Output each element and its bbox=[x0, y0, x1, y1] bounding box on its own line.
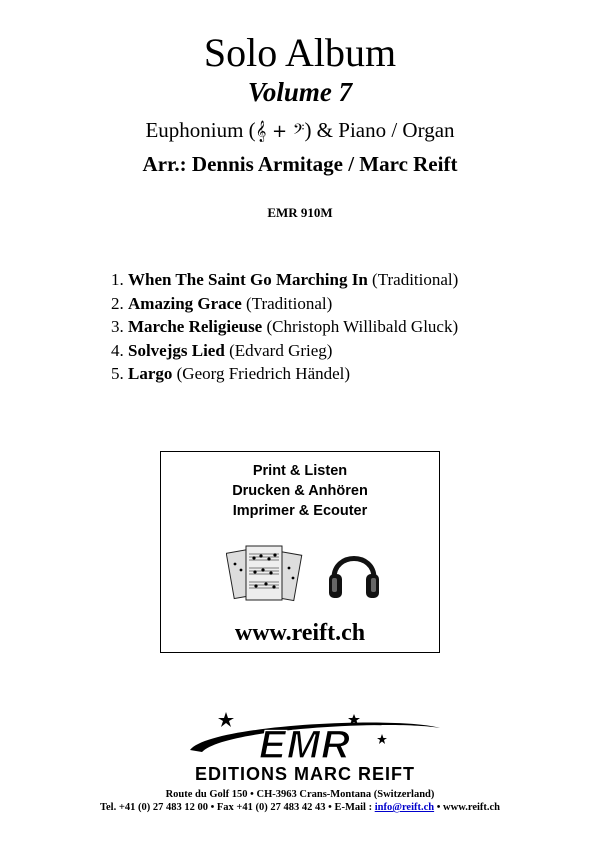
piece-number: 3. bbox=[111, 317, 124, 336]
piece-number: 4. bbox=[111, 340, 124, 360]
instrumentation bbox=[0, 116, 600, 146]
logo-subtitle: EDITIONS MARC REIFT bbox=[195, 764, 415, 784]
piece-composer: (Traditional) bbox=[246, 293, 333, 313]
piece-title: Marche Religieuse bbox=[128, 317, 263, 336]
catalog-number: EMR 910M bbox=[267, 205, 333, 220]
piece-number: 2. bbox=[111, 293, 124, 313]
instrumentation-text-pre: Euphonium ( bbox=[145, 118, 256, 142]
promo-line-german: Drucken & Anhören bbox=[232, 483, 368, 499]
piece-composer: (Edvard Grieg) bbox=[229, 340, 333, 360]
promo-line-english: Print & Listen bbox=[252, 463, 348, 479]
list-item bbox=[111, 315, 458, 339]
piece-composer: (Georg Friedrich Händel) bbox=[176, 364, 351, 383]
album-title: Solo Album bbox=[203, 30, 397, 75]
website-link[interactable]: www.reift.ch bbox=[234, 620, 366, 646]
piece-title: Solvejgs Lied bbox=[128, 340, 225, 360]
piece-list bbox=[111, 268, 458, 386]
piece-title: Amazing Grace bbox=[128, 293, 242, 313]
star-icon bbox=[377, 734, 387, 744]
list-item bbox=[111, 292, 458, 316]
piece-title: When The Saint Go Marching In bbox=[128, 270, 368, 289]
instrumentation-text-post: ) & Piano / Organ bbox=[304, 118, 455, 142]
contact-website: • www.reift.ch bbox=[434, 802, 501, 813]
piece-composer: (Christoph Willibald Gluck) bbox=[266, 317, 459, 336]
list-item bbox=[111, 362, 458, 386]
star-icon bbox=[218, 712, 234, 727]
logo-mark: EMR bbox=[259, 723, 351, 767]
headphones-icon bbox=[326, 544, 382, 604]
sheet-music-icon bbox=[226, 540, 306, 610]
clef-icons: 𝄞 + 𝄢 bbox=[255, 121, 305, 142]
publisher-address: Route du Golf 150 • CH-3963 Crans-Montana (Switzerland) bbox=[165, 789, 435, 800]
promo-line-french: Imprimer & Ecouter bbox=[232, 503, 368, 519]
list-item bbox=[111, 268, 458, 292]
email-link[interactable]: info@reift.ch bbox=[374, 802, 435, 813]
arranger-line: Arr.: Dennis Armitage / Marc Reift bbox=[142, 152, 458, 176]
contact-phone-fax: Tel. +41 (0) 27 483 12 00 • Fax +41 (0) 27 483 42 43 • E-Mail : bbox=[99, 802, 375, 813]
piece-number: 1. bbox=[111, 270, 124, 289]
piece-title: Largo bbox=[128, 364, 173, 383]
piece-composer: (Traditional) bbox=[372, 270, 459, 289]
publisher-contact bbox=[0, 801, 600, 814]
piece-number: 5. bbox=[111, 364, 124, 383]
volume-subtitle: Volume 7 bbox=[247, 77, 353, 107]
print-listen-box bbox=[160, 451, 440, 653]
list-item bbox=[111, 339, 458, 363]
emr-logo bbox=[150, 706, 460, 784]
